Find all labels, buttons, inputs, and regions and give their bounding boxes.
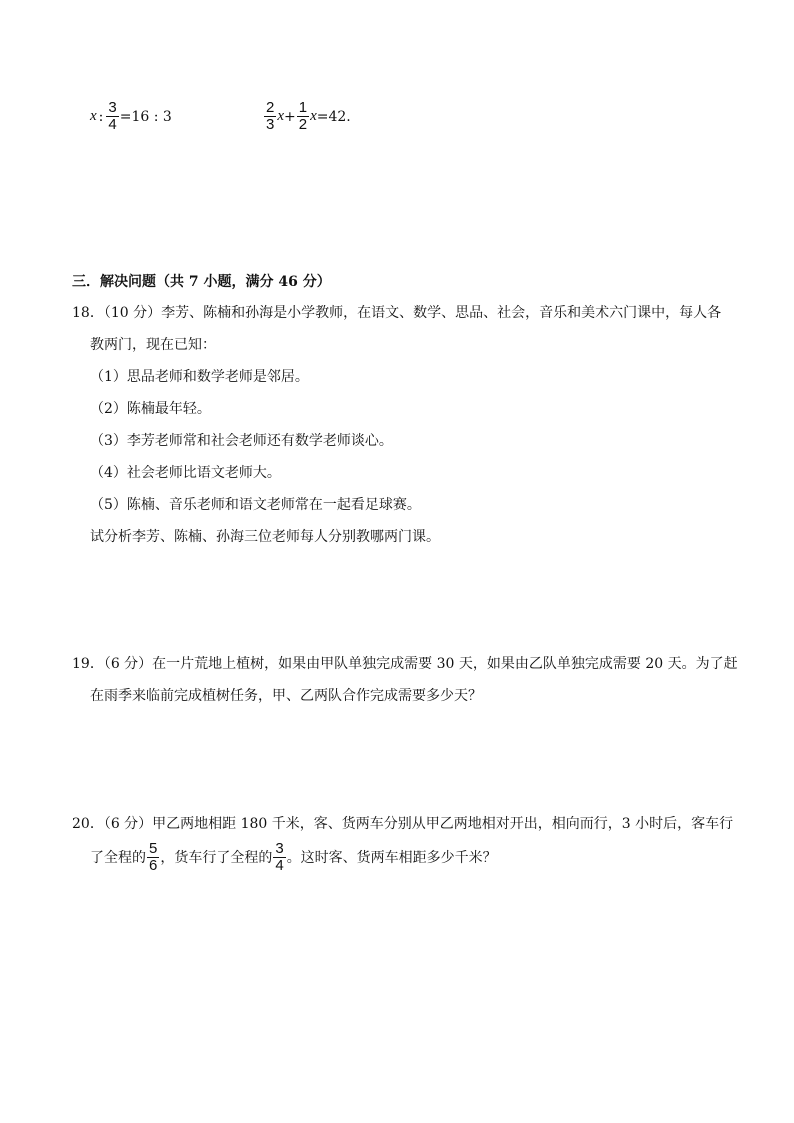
ratio-colon: : — [98, 108, 104, 125]
q18-line-2: 教两门，现在已知： — [90, 337, 216, 353]
q20-text-c: 。这时客、货两车相距多少千米？ — [286, 849, 497, 866]
q20-line-1: 20．（6 分）甲乙两地相距 180 千米，客、货两车分别从甲乙两地相对开出，相向而行，3 小时后，客车行 — [72, 816, 734, 832]
q18-condition-3: （3）李芳老师常和社会老师还有数学老师谈心。 — [90, 433, 393, 449]
q18-condition-1: （1）思品老师和数学老师是邻居。 — [90, 369, 309, 385]
q19-line-2: 在雨季来临前完成植树任务，甲、乙两队合作完成需要多少天？ — [90, 688, 482, 704]
variable-x: x — [90, 108, 97, 124]
variable-x: x — [277, 108, 285, 124]
q18-line-1: 18．（10 分）李芳、陈楠和孙海是小学教师，在语文、数学、思品、社会，音乐和美术六门课中，每人各 — [72, 305, 722, 321]
q20-line-2 — [90, 841, 497, 874]
variable-x: x — [310, 108, 317, 124]
equation-1-rest: =16 : 3 — [119, 108, 172, 125]
section-title: 三．解决问题（共 7 小题，满分 46 分） — [72, 274, 331, 290]
fraction-two-thirds: $\frac{2}{3}$ — [266, 99, 275, 133]
q20-text-b: ，货车行了全程的 — [160, 849, 273, 866]
fraction-five-sixths: $\frac{5}{6}$ — [149, 840, 158, 874]
equation-1 — [90, 100, 172, 133]
fraction-three-quarters: $\frac{3}{4}$ — [108, 99, 117, 133]
fraction-one-half: $\frac{1}{2}$ — [298, 99, 308, 133]
equation-2-rest: =42. — [316, 108, 351, 125]
fraction-three-quarters: $\frac{3}{4}$ — [275, 840, 284, 874]
equation-2 — [263, 100, 351, 133]
plus-sign: + — [284, 108, 296, 125]
q19-line-1: 19．（6 分）在一片荒地上植树，如果由甲队单独完成需要 30 天，如果由乙队单独完成需要 20 天。为了赶 — [72, 656, 738, 672]
q18-question: 试分析李芳、陈楠、孙海三位老师每人分别教哪两门课。 — [90, 529, 440, 545]
q18-condition-4: （4）社会老师比语文老师大。 — [90, 465, 281, 481]
q20-text-a: 了全程的 — [90, 849, 146, 866]
q18-condition-5: （5）陈楠、音乐老师和语文老师常在一起看足球赛。 — [90, 497, 421, 513]
q18-condition-2: （2）陈楠最年轻。 — [90, 401, 211, 417]
